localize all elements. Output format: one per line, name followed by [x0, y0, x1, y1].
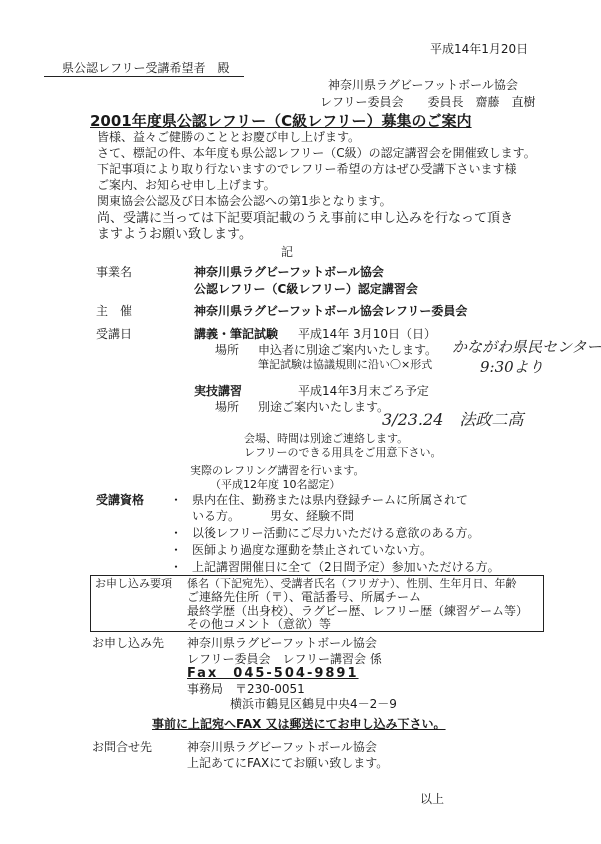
application-line: ご連絡先住所（〒）、電話番号、所属チーム: [187, 590, 422, 604]
lecture-place: 申込者に別途ご案内いたします。: [258, 343, 438, 357]
sender-org: 神奈川県ラグビーフットボール協会: [328, 78, 518, 92]
eligibility-item: 以後レフリー活動にご尽力いただける意欲のある方。: [192, 526, 480, 540]
eligibility-label: 受講資格: [96, 493, 145, 507]
gear-note: レフリーのできる用具をご用意下さい。: [244, 446, 442, 459]
fax-number: Fax 045-504-9891: [187, 666, 359, 681]
eligibility-item: 県内在住、勤務または県内登録チームに所属されて: [192, 493, 469, 507]
application-line: その他コメント（意欲）等: [187, 617, 332, 631]
record-sub: （平成12年度 10名認定）: [210, 478, 341, 491]
application-label: お申し込み要項: [95, 577, 172, 590]
destination-label: お申し込み先: [92, 636, 165, 650]
record-note: 実際のレフリング講習を行います。: [190, 464, 365, 477]
eligibility-item: いる方。 男女、経験不問: [192, 509, 355, 523]
lecture-place-label: 場所: [215, 343, 240, 357]
closing: 以上: [420, 792, 445, 806]
document-date: 平成14年1月20日: [430, 42, 529, 56]
handwritten-note: 3/23.24 法政二高: [382, 410, 524, 429]
practical-place: 別途ご案内いたします。: [258, 400, 390, 414]
intro-line: 皆様、益々ご健勝のこととお慶び申し上げます。: [97, 130, 361, 144]
application-line: 最終学歴（出身校）、ラグビー歴、レフリー歴（練習ゲーム等）: [187, 604, 529, 618]
intro-line: 下記事項により取り行ないますのでレフリー希望の方はぜひ受講下さいます様: [97, 162, 517, 176]
office-address: 横浜市鶴見区鶴見中央4－2－9: [230, 697, 397, 711]
schedule-label: 受講日: [96, 327, 133, 341]
inquiry-org: 神奈川県ラグビーフットボール協会: [187, 740, 377, 754]
sender-committee: レフリー委員会 委員長 齋藤 直樹: [320, 95, 536, 109]
lecture-date: 平成14年 3月10日（日）: [298, 327, 436, 341]
practical-place-label: 場所: [215, 400, 240, 414]
document-title: 2001年度県公認レフリー（C級レフリー）募集のご案内: [90, 112, 472, 130]
project-label: 事業名: [96, 265, 133, 279]
handwritten-note: 9:30より: [480, 358, 544, 376]
lecture-title: 講義・筆記試験: [194, 327, 279, 341]
office-postal: 事務局 〒230-0051: [187, 682, 305, 696]
destination-dept: レフリー委員会 レフリー講習会 係: [187, 652, 382, 666]
bullet: ・: [170, 543, 183, 557]
project-line: 神奈川県ラグビーフットボール協会: [194, 265, 384, 279]
ki-heading: 記: [281, 245, 294, 259]
practical-date: 平成14年3月末ごろ予定: [298, 384, 429, 398]
intro-line: 関東協会公認及び日本協会公認への第1歩となります。: [97, 194, 392, 208]
bullet: ・: [170, 526, 183, 540]
destination-org: 神奈川県ラグビーフットボール協会: [187, 636, 377, 650]
application-line: 係名（下記宛先）、受講者氏名（フリガナ）、性別、生年月日、年齢: [187, 577, 517, 590]
intro-line: ますようお願い致します。: [97, 227, 252, 242]
eligibility-item: 医師より過度な運動を禁止されていない方。: [192, 543, 433, 557]
bullet: ・: [170, 493, 183, 507]
addressee: 県公認レフリー受講希望者 殿: [62, 61, 230, 75]
bullet: ・: [170, 560, 183, 574]
lecture-note: 筆記試験は協議規則に沿い〇×形式: [258, 358, 433, 371]
venue-note: 会場、時間は別途ご連絡します。: [244, 432, 409, 445]
addressee-underline: [44, 76, 244, 77]
intro-line: さて、標記の件、本年度も県公認レフリー（C級）の認定講習会を開催致します。: [97, 146, 536, 160]
inquiry-label: お問合せ先: [92, 740, 153, 754]
intro-line: ご案内、お知らせ申し上げます。: [97, 178, 276, 192]
intro-line: 尚、受講に当っては下記要項記載のうえ事前に申し込みを行なって頂き: [97, 211, 514, 226]
project-line: 公認レフリー（C級レフリー）認定講習会: [194, 282, 418, 296]
inquiry-text: 上記あてにFAXにてお願い致します。: [187, 756, 389, 770]
submission-notice: 事前に上記宛へFAX 又は郵送にてお申し込み下さい。: [152, 717, 446, 731]
handwritten-note: かながわ県民センター: [452, 338, 601, 356]
practical-title: 実技講習: [194, 384, 243, 398]
host-label: 主 催: [96, 304, 133, 318]
eligibility-item: 上記講習開催日に全て（2日間予定）参加いただける方。: [192, 560, 500, 574]
host-value: 神奈川県ラグビーフットボール協会レフリー委員会: [194, 304, 468, 318]
